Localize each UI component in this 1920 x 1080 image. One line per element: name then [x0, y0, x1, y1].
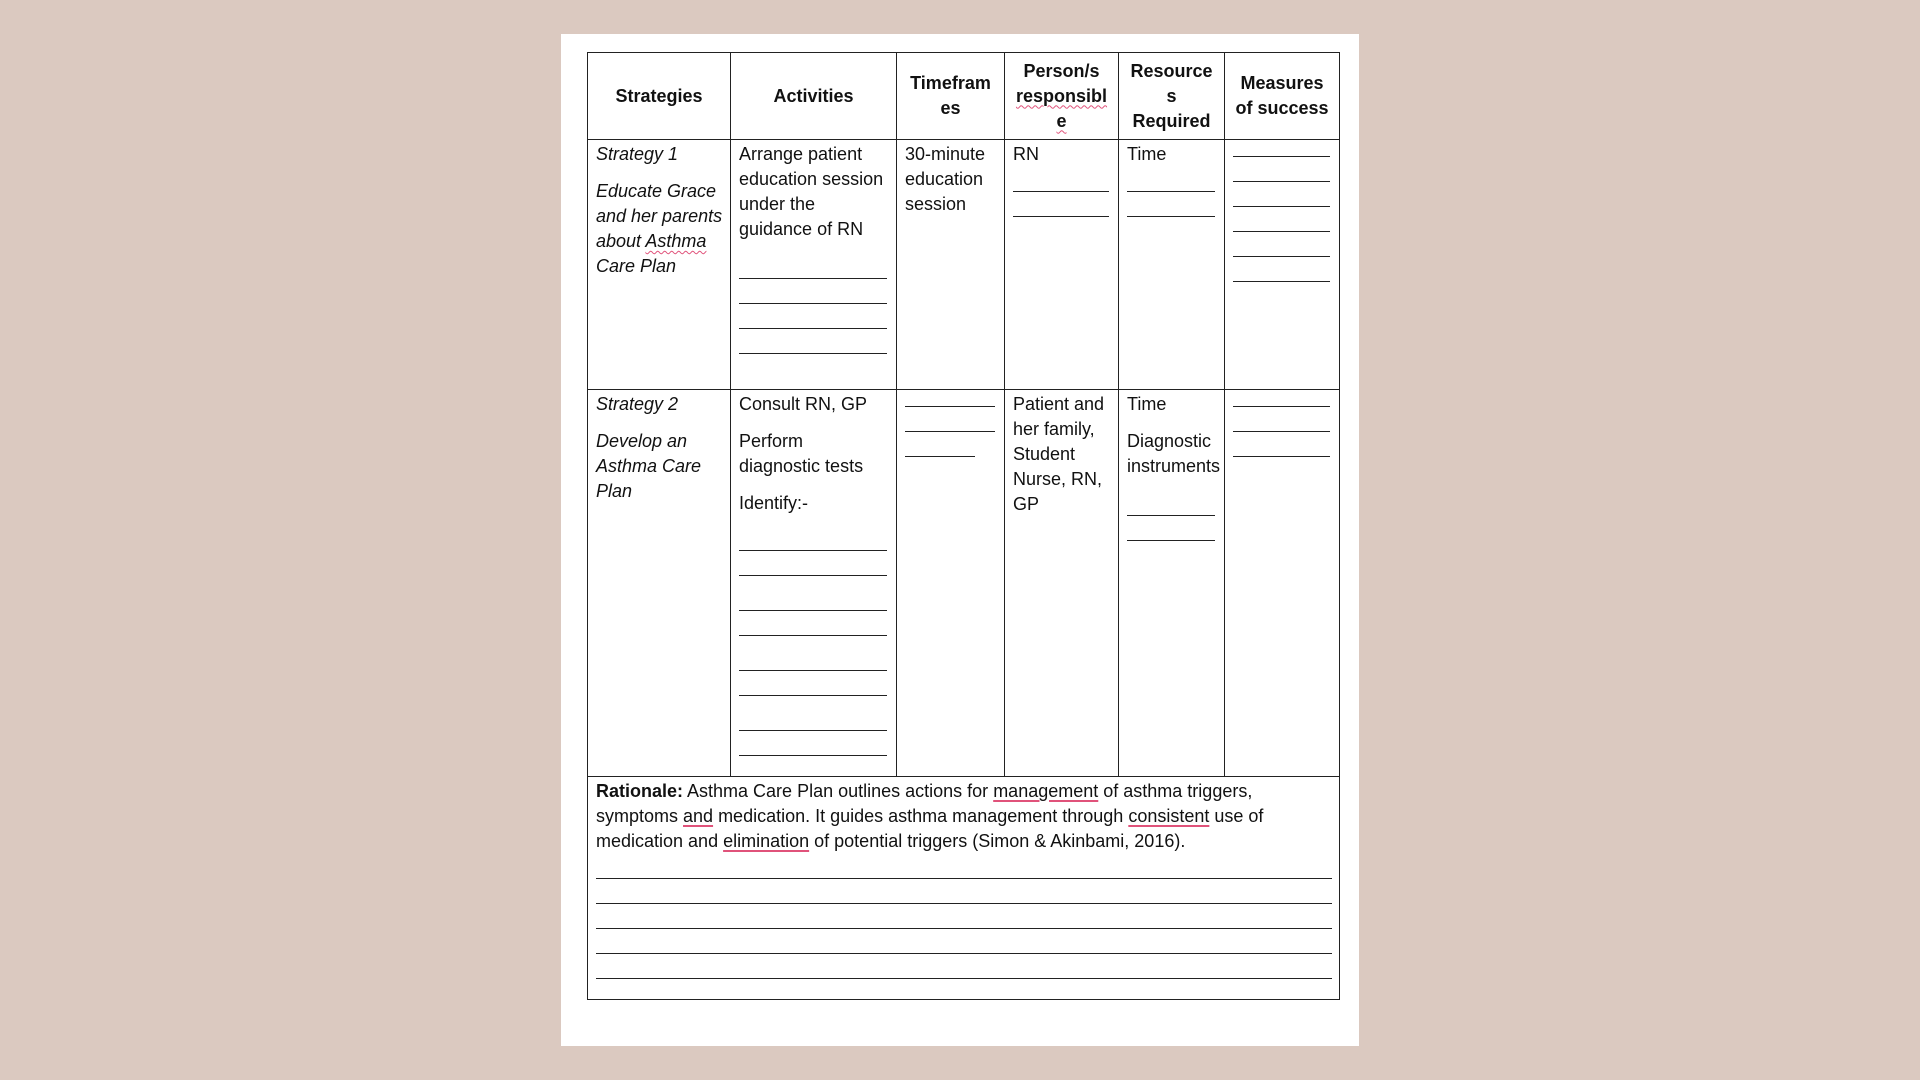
blank-line: [739, 254, 887, 279]
strategy-description: Develop an Asthma Care Plan: [596, 431, 702, 501]
timeframes-cell: [897, 140, 1005, 390]
header-timeframes: Timefram es: [897, 53, 1005, 140]
blank-line: [739, 586, 887, 611]
blank-line: [1233, 232, 1330, 257]
blank-line: [739, 279, 887, 304]
blank-line: [1127, 516, 1215, 541]
strategy-cell: [588, 390, 731, 777]
rationale-cell: [588, 777, 1340, 1000]
blank-line: [1233, 207, 1330, 232]
blank-line: [1233, 157, 1330, 182]
blank-line: [739, 706, 887, 731]
blank-line: [739, 646, 887, 671]
resources-cell: [1119, 390, 1225, 777]
blank-line: [596, 954, 1332, 979]
person-text: RN: [1013, 144, 1039, 164]
strategy-description: Educate Grace and her parents about Asthma Care Plan: [596, 181, 723, 276]
rationale-row: [588, 777, 1340, 1000]
timeframe-text: 30-minute education session: [905, 144, 986, 214]
measures-cell: [1225, 140, 1340, 390]
blank-line: [739, 671, 887, 696]
blank-line: [1127, 167, 1215, 192]
blank-line: [1233, 432, 1330, 457]
header-strategies: Strategies: [588, 53, 731, 140]
resources-cell: [1119, 140, 1225, 390]
header-row: [588, 53, 1340, 140]
blank-line: [596, 879, 1332, 904]
rationale-label: Rationale:: [596, 781, 684, 801]
resource-text: Diagnostic instruments: [1127, 431, 1221, 476]
persons-cell: [1005, 390, 1119, 777]
measures-cell: [1225, 390, 1340, 777]
person-text: Patient and her family, Student Nurse, RN, GP: [1013, 394, 1105, 514]
blank-line: [739, 304, 887, 329]
blank-line: [1233, 257, 1330, 282]
blank-line: [739, 551, 887, 576]
header-persons-responsible: Person/s responsibl e: [1005, 53, 1119, 140]
blank-line: [739, 611, 887, 636]
activities-cell: [731, 140, 897, 390]
activity-text: Arrange patient education session under the guidance of RN: [739, 144, 884, 239]
blank-line: [905, 407, 995, 432]
strategy-title: Strategy 2: [596, 394, 679, 414]
action-plan-table: [587, 52, 1340, 1000]
blank-line: [1013, 167, 1109, 192]
blank-line: [739, 329, 887, 354]
activities-cell: [731, 390, 897, 777]
header-activities: Activities: [731, 53, 897, 140]
header-measures-of-success: Measures of success: [1225, 53, 1340, 140]
blank-line: [905, 432, 975, 457]
blank-line: [1233, 142, 1330, 157]
table-row: [588, 140, 1340, 390]
blank-line: [1233, 392, 1330, 407]
persons-cell: [1005, 140, 1119, 390]
blank-line: [1127, 192, 1215, 217]
table-row: [588, 390, 1340, 777]
blank-line: [739, 526, 887, 551]
activity-text: Consult RN, GP: [739, 394, 868, 414]
activity-text: Identify:-: [739, 493, 809, 513]
blank-line: [596, 929, 1332, 954]
blank-line: [596, 904, 1332, 929]
rationale-text: Rationale: Asthma Care Plan outlines actions for management of asthma triggers, symptoms and medication. It guides asthma management through consistent use of medication and elimination of potential triggers (Simon & Akinbami, 2016).: [596, 781, 1264, 851]
blank-line: [596, 854, 1332, 879]
blank-line: [1127, 491, 1215, 516]
blank-line: [1013, 192, 1109, 217]
activity-text: Perform diagnostic tests: [739, 431, 864, 476]
blank-line: [739, 731, 887, 756]
header-resources-required: Resource s Required: [1119, 53, 1225, 140]
resource-text: Time: [1127, 144, 1167, 164]
timeframes-cell: [897, 390, 1005, 777]
blank-line: [1233, 407, 1330, 432]
resource-text: Time: [1127, 394, 1167, 414]
blank-line: [905, 392, 995, 407]
blank-line: [1233, 182, 1330, 207]
strategy-cell: [588, 140, 731, 390]
strategy-title: Strategy 1: [596, 144, 679, 164]
document-page: [561, 34, 1359, 1046]
